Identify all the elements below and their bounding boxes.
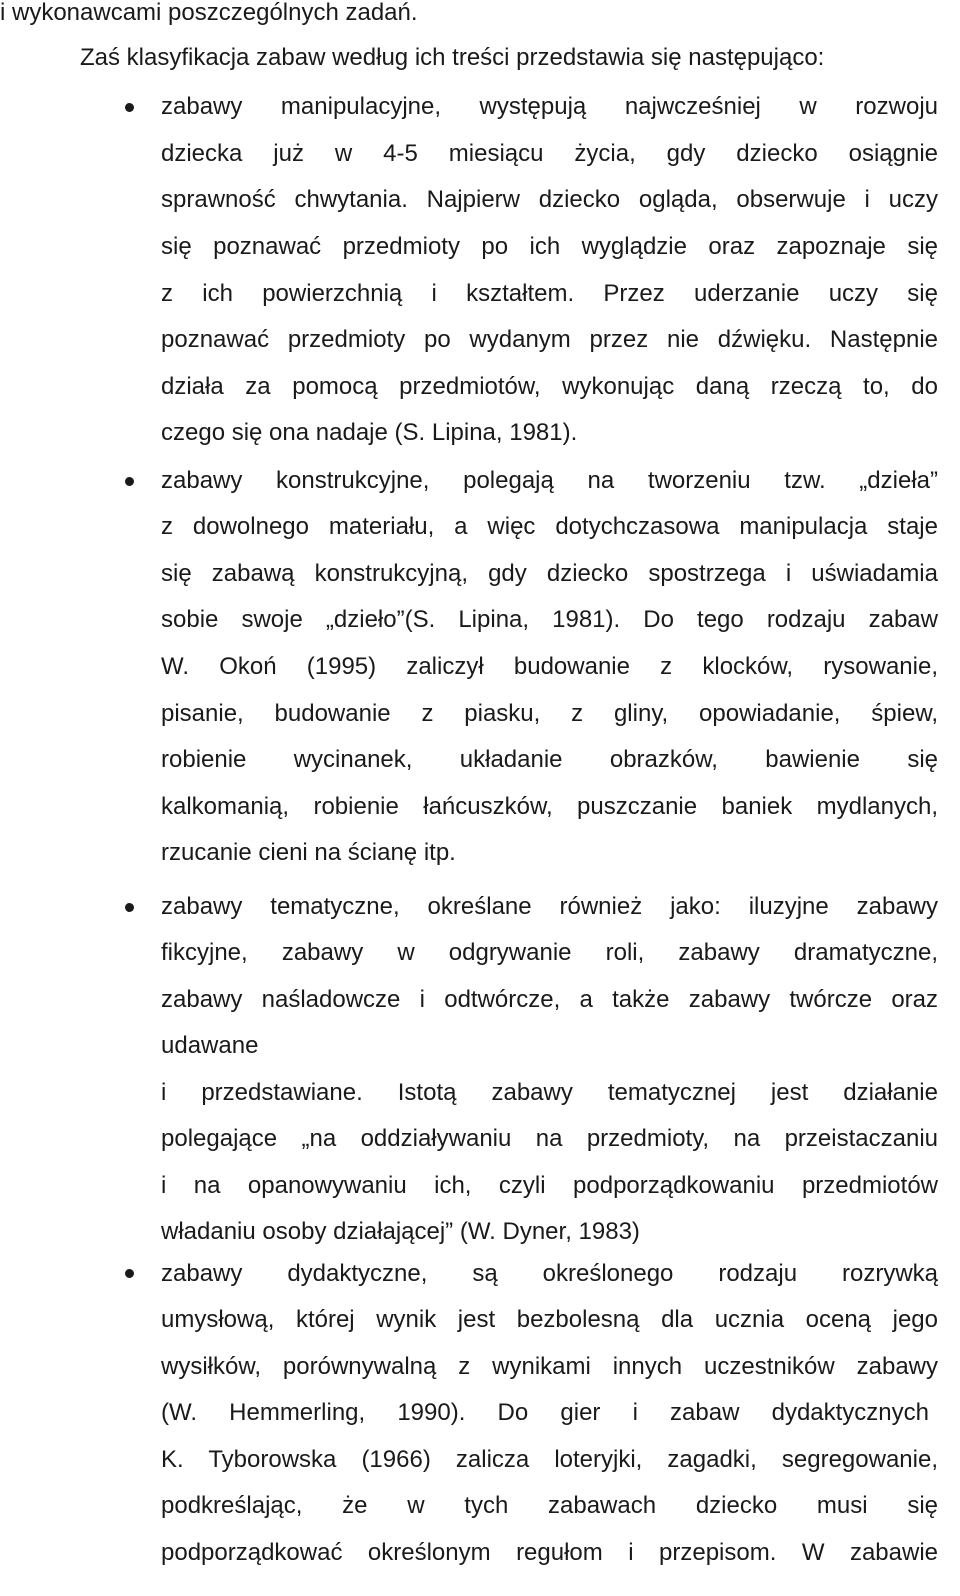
text-line: zabawy dydaktyczne, są określonego rodzaju rozrywką bbox=[161, 1260, 938, 1287]
text-line: udawane bbox=[161, 1032, 259, 1059]
text-line: umysłową, której wynik jest bezbolesną dla ucznia oceną jego bbox=[161, 1306, 938, 1333]
text-line: sprawność chwytania. Najpierw dziecko ogląda, obserwuje i uczy bbox=[161, 186, 938, 213]
text-line: wysiłków, porównywalną z wynikami innych uczestników zabawy bbox=[161, 1353, 938, 1380]
text-line: podporządkować określonym regułom i przepisom. W zabawie bbox=[161, 1539, 938, 1566]
text-line: fikcyjne, zabawy w odgrywanie roli, zabawy dramatyczne, bbox=[161, 939, 938, 966]
text-line: zabawy naśladowcze i odtwórcze, a także zabawy twórcze oraz bbox=[161, 986, 938, 1013]
text-line: zabawy manipulacyjne, występują najwcześniej w rozwoju bbox=[161, 93, 938, 120]
text-line: podkreślając, że w tych zabawach dziecko musi się bbox=[161, 1492, 938, 1519]
text-line: władaniu osoby działającej” (W. Dyner, 1983) bbox=[161, 1218, 640, 1245]
text-line: zabawy konstrukcyjne, polegają na tworzeniu tzw. „dzieła” bbox=[161, 467, 938, 494]
bullet-icon bbox=[125, 1269, 134, 1278]
text-line: Zaś klasyfikacja zabaw według ich treści przedstawia się następująco: bbox=[80, 44, 825, 71]
text-line: pisanie, budowanie z piasku, z gliny, opowiadanie, śpiew, bbox=[161, 700, 938, 727]
text-line: się zabawą konstrukcyjną, gdy dziecko spostrzega i uświadamia bbox=[161, 560, 938, 587]
bullet-icon bbox=[125, 903, 134, 912]
text-line: poznawać przedmioty po wydanym przez nie dźwięku. Następnie bbox=[161, 326, 938, 353]
text-line: czego się ona nadaje (S. Lipina, 1981). bbox=[161, 419, 578, 446]
text-line: sobie swoje „dzieło”(S. Lipina, 1981). Do tego rodzaju zabaw bbox=[161, 606, 938, 633]
text-line: robienie wycinanek, układanie obrazków, bawienie się bbox=[161, 746, 938, 773]
text-line: (W. Hemmerling, 1990). Do gier i zabaw dydaktycznych bbox=[161, 1399, 929, 1426]
bullet-icon bbox=[125, 103, 134, 112]
text-line: dziecka już w 4-5 miesiącu życia, gdy dziecko osiągnie bbox=[161, 140, 938, 167]
text-line: działa za pomocą przedmiotów, wykonując daną rzeczą to, do bbox=[161, 373, 938, 400]
text-line: z dowolnego materiału, a więc dotychczasowa manipulacja staje bbox=[161, 513, 938, 540]
text-line: W. Okoń (1995) zaliczył budowanie z klocków, rysowanie, bbox=[161, 653, 938, 680]
text-line: polegające „na oddziaływaniu na przedmioty, na przeistaczaniu bbox=[161, 1125, 938, 1152]
bullet-icon bbox=[125, 477, 134, 486]
text-line: rzucanie cieni na ścianę itp. bbox=[161, 839, 456, 866]
text-line: z ich powierzchnią i kształtem. Przez uderzanie uczy się bbox=[161, 280, 938, 307]
text-line: i przedstawiane. Istotą zabawy tematycznej jest działanie bbox=[161, 1079, 938, 1106]
text-line: K. Tyborowska (1966) zalicza loteryjki, zagadki, segregowanie, bbox=[161, 1446, 938, 1473]
text-line: zabawy tematyczne, określane również jako: iluzyjne zabawy bbox=[161, 893, 938, 920]
text-line: i na opanowywaniu ich, czyli podporządkowaniu przedmiotów bbox=[161, 1172, 938, 1199]
text-line: kalkomanią, robienie łańcuszków, puszczanie baniek mydlanych, bbox=[161, 793, 938, 820]
text-line: i wykonawcami poszczególnych zadań. bbox=[0, 0, 418, 26]
text-line: się poznawać przedmioty po ich wyglądzie oraz zapoznaje się bbox=[161, 233, 938, 260]
